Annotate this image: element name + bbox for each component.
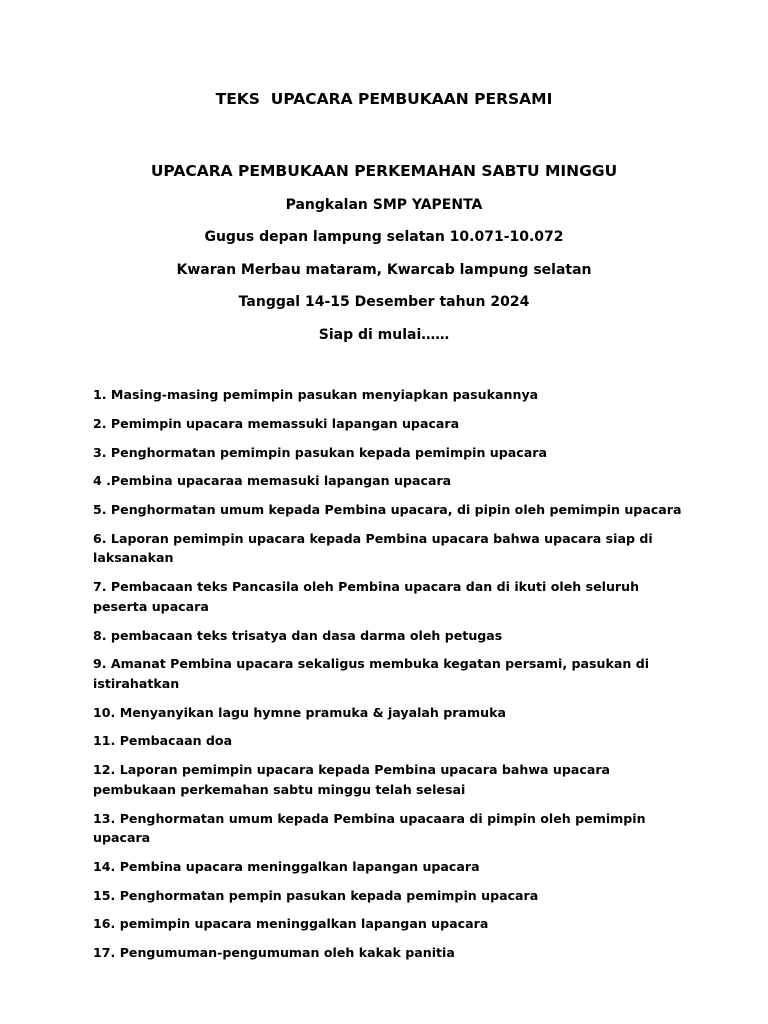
list-item: 11. Pembacaan doa <box>93 733 233 749</box>
document-title: TEKS UPACARA PEMBUKAAN PERSAMI <box>215 90 553 108</box>
list-item: 14. Pembina upacara meninggalkan lapangan upacara <box>93 858 480 874</box>
list-item: 12. Laporan pemimpin upacara kepada Pembina upacara bahwa upacara pembukaan perkemahan sabtu minggu telah selesai <box>93 762 611 797</box>
ceremony-name: UPACARA PEMBUKAAN PERKEMAHAN SABTU MINGGU <box>150 162 618 180</box>
list-item: 5. Penghormatan umum kepada Pembina upacara, di pipin oleh pemimpin upacara <box>93 502 682 518</box>
ceremony-steps-list <box>93 385 683 972</box>
list-item: 17. Pengumuman-pengumuman oleh kakak panitia <box>93 945 455 961</box>
list-item: 9. Amanat Pembina upacara sekaligus membuka kegatan persami, pasukan di istirahatkan <box>93 656 650 691</box>
list-item: 15. Penghormatan pempin pasukan kepada pemimpin upacara <box>93 887 539 903</box>
list-item: 1. Masing-masing pemimpin pasukan menyiapkan pasukannya <box>93 387 539 402</box>
list-item: 2. Pemimpin upacara memassuki lapangan upacara <box>93 415 460 431</box>
base-name: Pangkalan SMP YAPENTA <box>285 196 483 213</box>
list-item: 8. pembacaan teks trisatya dan dasa darma oleh petugas <box>93 627 503 643</box>
list-item: 10. Menyanyikan lagu hymne pramuka & jayalah pramuka <box>93 704 506 720</box>
district-name: Kwaran Merbau mataram, Kwarcab lampung selatan <box>176 261 592 278</box>
list-item: 3. Penghormatan pemimpin pasukan kepada pemimpin upacara <box>93 444 547 460</box>
ceremony-header <box>0 160 768 345</box>
list-item: 7. Pembacaan teks Pancasila oleh Pembina upacara dan di ikuti oleh seluruh peserta upacara <box>93 579 640 614</box>
ready-line: Siap di mulai…… <box>318 326 450 343</box>
event-date: Tanggal 14-15 Desember tahun 2024 <box>238 294 530 310</box>
list-item: 6. Laporan pemimpin upacara kepada Pembina upacara bahwa upacara siap di laksanakan <box>93 530 653 566</box>
list-item: 4 .Pembina upacaraa memasuki lapangan upacara <box>93 473 452 489</box>
troop-number: Gugus depan lampung selatan 10.071-10.072 <box>204 229 564 245</box>
list-item: 16. pemimpin upacara meninggalkan lapangan upacara <box>93 916 489 932</box>
list-item: 13. Penghormatan umum kepada Pembina upacaara di pimpin oleh pemimpin upacara <box>93 810 646 846</box>
